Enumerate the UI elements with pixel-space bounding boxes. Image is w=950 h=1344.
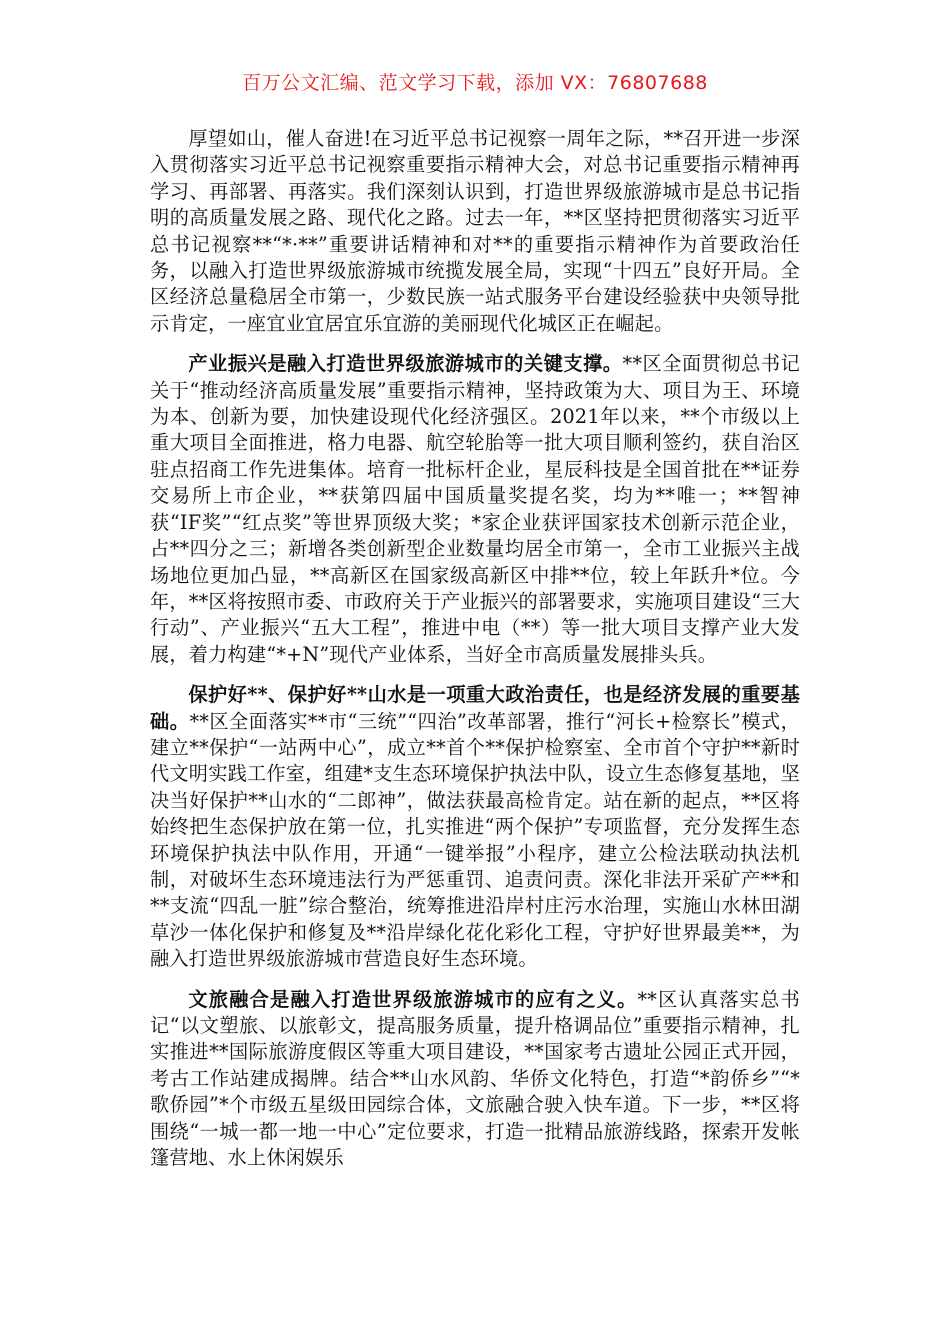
paragraph-text: **区全面贯彻总书记关于“推动经济高质量发展”重要指示精神，坚持政策为大、项目为王、环境为本、创新为要，加快建设现代化经济强区。2021年以来，**个市级以上重大项目全面推进，格力电器、航空轮胎等一批大项目顺利签约，获自治区驻点招商工作先进集体。培育一批标杆企业，星辰科技是全国首批在**证券交易所上市企业，**获第四届中国质量奖提名奖，均为**唯一；**智神获“IF奖”“红点奖”等世界顶级大奖；*家企业获评国家技术创新示范企业，占**四分之三；新增各类创新型企业数量均居全市第一，全市工业振兴主战场地位更加凸显，**高新区在国家级高新区中排**位，较上年跃升*位。今年，**区将按照市委、市政府关于产业振兴的部署要求，实施项目建设“三大行动”、产业振兴“五大工程”，推进中电（**）等一批大项目支撑产业大发展，着力构建“*+N”现代产业体系，当好全市高质量发展排头兵。	[150, 352, 801, 666]
paragraph-intro	[150, 126, 800, 337]
paragraph-industry	[150, 351, 800, 668]
watermark-header: 百万公文汇编、范文学习下载，添加 VX：76807688	[242, 72, 708, 94]
paragraph-ecology	[150, 682, 800, 972]
document-body	[150, 126, 800, 1185]
paragraph-text: 厚望如山，催人奋进!在习近平总书记视察一周年之际，**召开进一步深入贯彻落实习近平总书记视察重要指示精神大会，对总书记重要指示精神再学习、再部署、再落实。我们深刻认识到，打造世界级旅游城市是总书记指明的高质量发展之路、现代化之路。过去一年，**区坚持把贯彻落实习近平总书记视察**“*·**”重要讲话精神和对**的重要指示精神作为首要政治任务，以融入打造世界级旅游城市统揽发展全局，实现“十四五”良好开局。全区经济总量稳居全市第一，少数民族一站式服务平台建设经验获中央领导批示肯定，一座宜业宜居宜乐宜游的美丽现代化城区正在崛起。	[150, 127, 800, 335]
paragraph-lead: 保护好**、保护好**山水是一项重大政治责任，也是经济发展的重要基础。	[150, 683, 800, 733]
paragraph-lead: 文旅融合是融入打造世界级旅游城市的应有之义。	[188, 987, 638, 1011]
paragraph-lead: 产业振兴是融入打造世界级旅游城市的关键支撑。	[188, 352, 623, 376]
paragraph-text: **区全面落实**市“三统”“四治”改革部署，推行“河长+检察长”模式，建立**保护“一站两中心”，成立**首个**保护检察室、全市首个守护**新时代文明实践工作室，组建*支生态环境保护执法中队，设立生态修复基地，坚决当好保护**山水的“二郎神”，做法获最高检肯定。站在新的起点，**区将始终把生态保护放在第一位，扎实推进“两个保护”专项监督，充分发挥生态环境保护执法中队作用，开通“一键举报”小程序，建立公检法联动执法机制，对破坏生态环境违法行为严惩重罚、追责问责。深化非法开采矿产**和**支流“四乱一脏”综合整治，统筹推进沿岸村庄污水治理，实施山水林田湖草沙一体化保护和修复及**沿岸绿化花化彩化工程，守护好世界最美**，为融入打造世界级旅游城市营造良好生态环境。	[150, 709, 800, 971]
paragraph-culture-tourism	[150, 987, 800, 1172]
paragraph-text: **区认真落实总书记“以文塑旅、以旅彰文，提高服务质量，提升格调品位”重要指示精神，扎实推进**国际旅游度假区等重大项目建设，**国家考古遗址公园正式开园，考古工作站建成揭牌。结合**山水风韵、华侨文化特色，打造“*韵侨乡”“*歌侨园”*个市级五星级田园综合体，文旅融合驶入快车道。下一步，**区将围绕“一城一都一地一中心”定位要求，打造一批精品旅游线路，探索开发帐篷营地、水上休闲娱乐	[150, 987, 800, 1170]
